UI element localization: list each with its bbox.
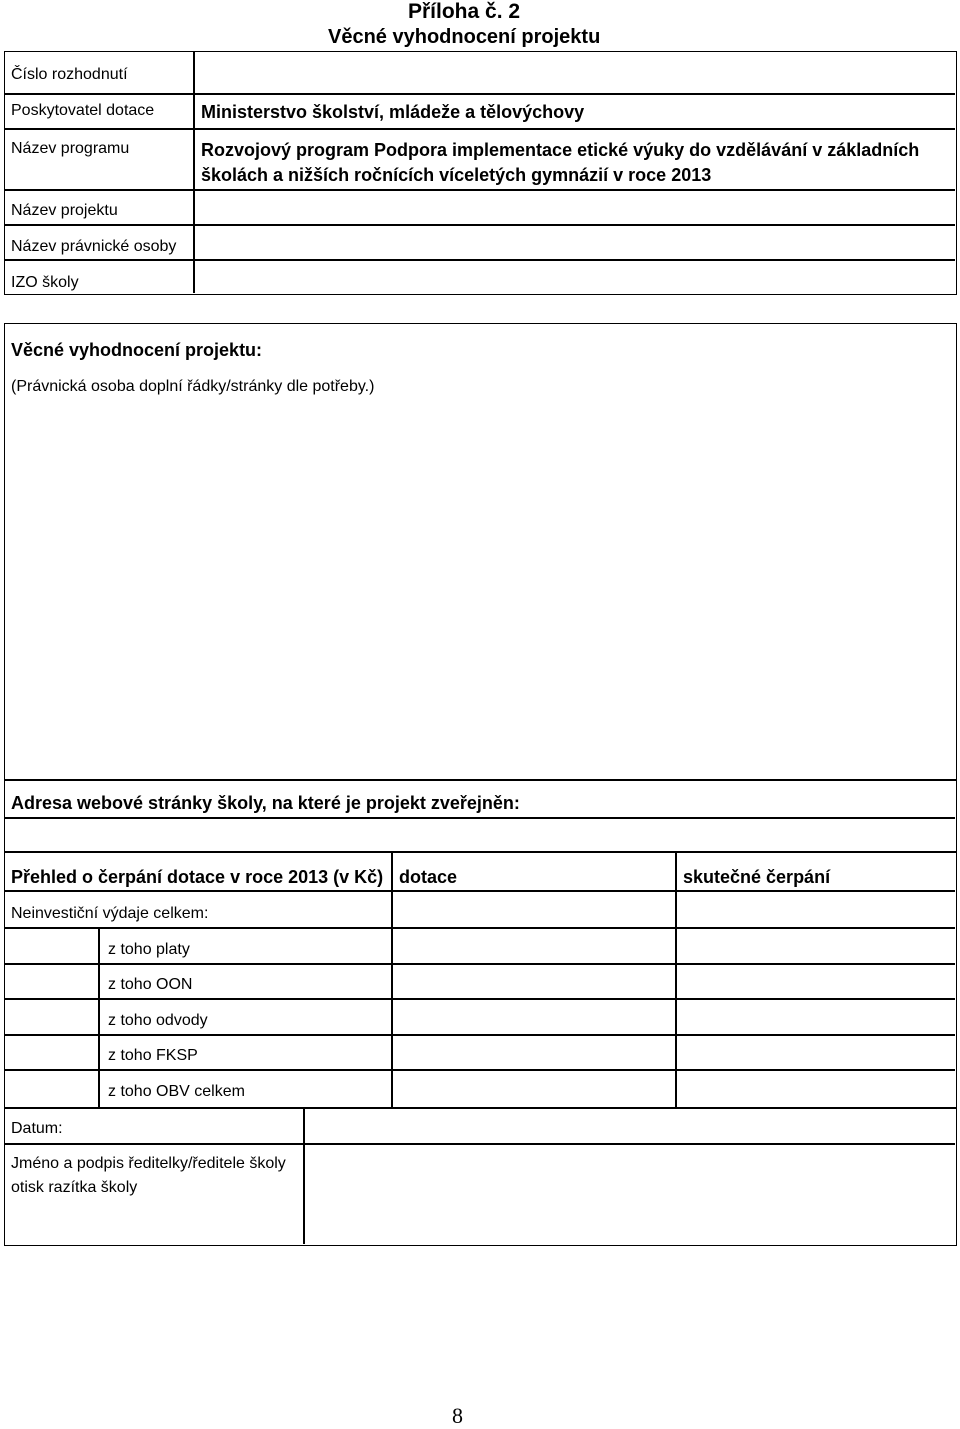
row-divider [5,93,955,95]
program-value-line2: školách a nižších ročnících víceletých gymnázií v roce 2013 [201,165,712,185]
row-divider [5,1143,955,1145]
row-label: z toho OON [108,976,193,993]
legal-entity-label: Název právnické osoby [11,238,177,255]
date-label: Datum: [11,1120,63,1137]
signature-label-line2: otisk razítka školy [11,1179,138,1196]
izo-label: IZO školy [11,274,79,291]
page-number: 8 [452,1403,463,1428]
row-divider [5,1069,955,1071]
provider-label: Poskytovatel dotace [11,102,155,119]
program-value-line1: Rozvojový program Podpora implementace etické výuky do vzdělávání v základních [201,140,920,160]
row-label: Neinvestiční výdaje celkem: [11,905,209,922]
row-label: z toho platy [108,941,190,958]
column-divider [98,927,100,1107]
column-subsidy-header: dotace [399,867,458,887]
attachment-label: Příloha č. 2 [408,0,521,23]
project-info-table [4,51,957,295]
web-address-label: Adresa webové stránky školy, na které je projekt zveřejněn: [11,793,520,813]
row-divider [5,927,955,929]
row-label: z toho FKSP [108,1047,198,1064]
evaluation-note: (Právnická osoba doplní řádky/stránky dle potřeby.) [11,378,375,395]
finance-heading: Přehled o čerpání dotace v roce 2013 (v Kč) [11,867,384,887]
decision-number-label: Číslo rozhodnutí [11,66,128,83]
row-divider [5,890,955,892]
signature-table [4,1107,957,1246]
row-label: z toho OBV celkem [108,1083,245,1100]
page-title: Věcné vyhodnocení projektu [328,26,601,48]
provider-value: Ministerstvo školství, mládeže a tělovýchovy [201,102,585,122]
program-label: Název programu [11,140,130,157]
evaluation-heading: Věcné vyhodnocení projektu: [11,340,263,360]
column-divider [303,1108,305,1244]
row-divider [5,998,955,1000]
row-label: z toho odvody [108,1012,208,1029]
project-name-label: Název projektu [11,202,118,219]
row-divider [5,1034,955,1036]
column-divider [193,52,195,293]
row-divider [5,128,955,130]
row-divider [5,189,955,191]
web-address-box [4,780,957,852]
row-divider [5,224,955,226]
finance-table [4,852,957,1109]
column-actual-header: skutečné čerpání [683,867,831,887]
evaluation-box[interactable] [4,323,957,780]
row-divider [5,817,955,819]
row-divider [5,963,955,965]
signature-label-line1: Jméno a podpis ředitelky/ředitele školy [11,1155,286,1172]
row-divider [5,259,955,261]
